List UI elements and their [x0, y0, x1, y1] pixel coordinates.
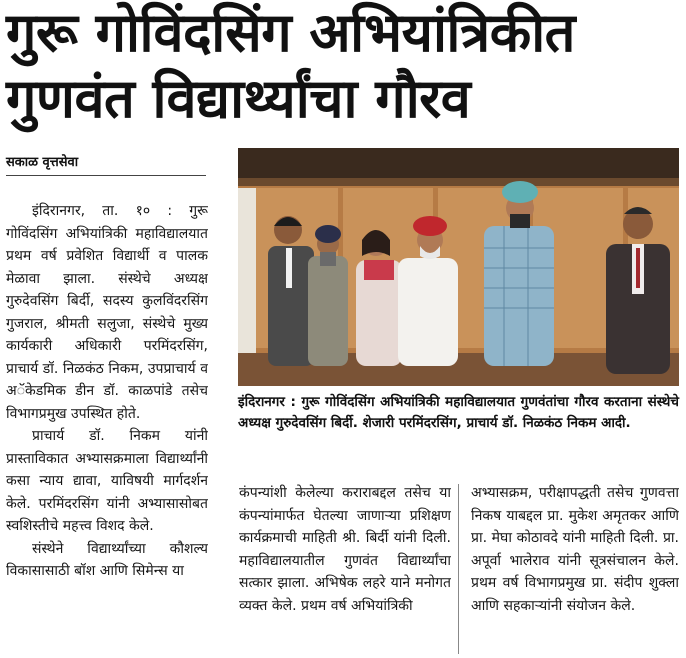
event-photo	[238, 148, 679, 386]
column-2-text: कंपन्यांशी केलेल्या कराराबद्दल तसेच या कंपन्यांमार्फत घेतल्या जाणाऱ्या प्रशिक्षण कार्यक्रमाची माहिती श्री. बिर्दी यांनी दिली. महाविद्यालयातील गुणवंत विद्यार्थ्यांचा सत्कार झाला. अभिषेक लहरे याने मनोगत व्यक्त केले. प्रथम वर्ष अभियांत्रिकी	[239, 485, 451, 614]
article-column-3	[471, 482, 679, 655]
paragraph-3: संस्थेने विद्यार्थ्यांच्या कौशल्य विकासासाठी बॉश आणि सिमेन्स या	[6, 540, 208, 579]
article-column-1	[6, 200, 208, 655]
headline-line-1: गुरू गोविंदसिंग अभियांत्रिकीत	[6, 1, 575, 64]
article-column-2	[239, 482, 451, 655]
paragraph-2: प्राचार्य डॉ. निकम यांनी प्रास्ताविकात अभ्यासक्रमाला विद्यार्थ्यांनी कसा न्याय द्यावा, याविषयी मार्गदर्शन केले. परमिंदरसिंग यांनी अभ्यासासोबत स्वशिस्तीचे महत्त्व विशद केले.	[6, 428, 208, 534]
photo-caption: इंदिरानगर : गुरू गोविंदसिंग अभियांत्रिकी महाविद्यालयात गुणवंतांचा गौरव करताना संस्थेचे अध्यक्ष गुरुदेवसिंग बिर्दी. शेजारी परमिंदरसिंग, प्राचार्य डॉ. निळकंठ निकम आदी.	[238, 394, 679, 431]
headline	[6, 0, 682, 132]
column-divider	[458, 484, 459, 654]
column-3-text: अभ्यासक्रम, परीक्षापद्धती तसेच गुणवत्ता निकष याबद्दल प्रा. मुकेश अमृतकर आणि प्रा. मेघा कोठावदे यांनी माहिती दिली. प्रा. अपूर्वा भालेराव यांनी सूत्रसंचालन केले. प्रथम वर्ष विभागप्रमुख प्रा. संदीप शुक्ला आणि सहकाऱ्यांनी संयोजन केले.	[471, 485, 679, 614]
headline-line-2: गुणवंत विद्यार्थ्यांचा गौरव	[6, 67, 471, 130]
paragraph-1: इंदिरानगर, ता. १० : गुरू गोविंदसिंग अभियांत्रिकी महाविद्यालयात प्रथम वर्ष प्रवेशित विद्यार्थी व पालक मेळावा झाला. संस्थेचे अध्यक्ष गुरुदेवसिंग बिर्दी, सदस्य कुलविंदरसिंग गुजराल, श्रीमती सलुजा, संस्थेचे मुख्य कार्यकारी अधिकारी परमिंदरसिंग, प्राचार्य डॉ. निळकंठ निकम, उपप्राचार्य व अॅकेडमिक डीन डॉ. काळपांडे तसेच विभागप्रमुख उपस्थित होते.	[6, 203, 208, 422]
byline: सकाळ वृत्तसेवा	[6, 155, 79, 170]
byline-rule	[6, 175, 206, 176]
